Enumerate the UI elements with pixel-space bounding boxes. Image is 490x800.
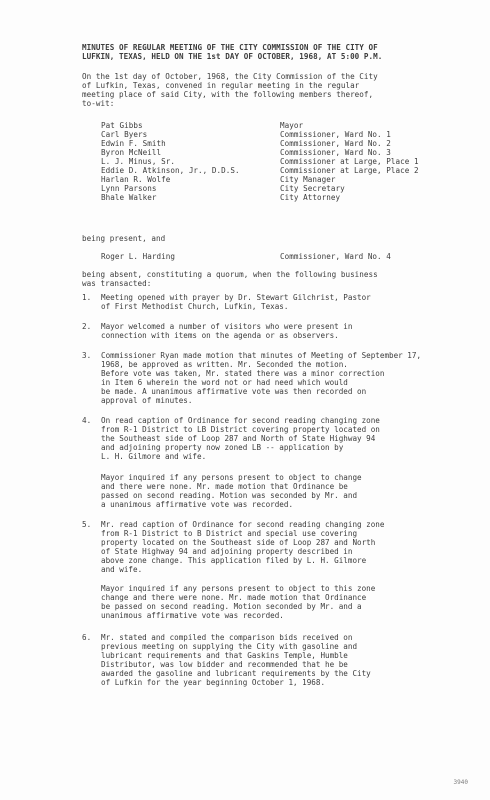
item-number: 1. [82,293,92,302]
member-name: Harlan R. Wolfe [101,175,171,184]
member-role: Mayor [280,121,304,130]
member-name: Edwin F. Smith [101,139,166,148]
item-text: Meeting opened with prayer by Dr. Stewart Gilchrist, Pastor of First Methodist Church, Lufkin, Texas. [101,293,371,311]
item-number: 5. [82,520,92,529]
member-name: Carl Byers [101,130,148,139]
member-role: Commissioner at Large, Place 2 [280,166,419,175]
member-name: Bhale Walker [101,193,157,202]
member-role: Commissioner at Large, Place 1 [280,157,419,166]
member-name: Pat Gibbs [101,121,143,130]
item-number: 2. [82,322,92,331]
absent-member-role: Commissioner, Ward No. 4 [280,252,391,261]
being-present-line: being present, and [82,234,166,243]
member-role: Commissioner, Ward No. 3 [280,148,391,157]
item-text: Mayor inquired if any persons present to object to this zone change and there were none. Mr. made motion that Ordinance be passed on second reading. Motion seconded by Mr. and a unanimous affirmative vote was recorded. [101,584,376,620]
member-role: Commissioner, Ward No. 2 [280,139,391,148]
item-number: 6. [82,633,92,642]
item-text: Commissioner Ryan made motion that minutes of Meeting of September 17, 1968, be approved as written. Mr. Seconded the motion. Before vote was taken, Mr. stated there was a minor correction in Item 6 wherein the word not or had need which would be made. A unanimous affirmative vote was then recorded on approval of minutes. [101,351,422,405]
member-name: L. J. Minus, Sr. [101,157,175,166]
member-role: City Secretary [280,184,345,193]
member-name: Lynn Parsons [101,184,157,193]
member-name: Byron McNeill [101,148,162,157]
intro-paragraph: On the 1st day of October, 1968, the City Commission of the City of Lufkin, Texas, convened in regular meeting in the regular meeting place of said City, with the following members thereof, to-wit: [82,72,378,108]
item-text: Mayor welcomed a number of visitors who were present in connection with items on the agenda or as observers. [101,322,353,340]
absent-member-name: Roger L. Harding [101,252,175,261]
item-text: Mr. stated and compiled the comparison bids received on previous meeting on supplying the City with gasoline and lubricant requirements and that Gaskins Temple, Humble Distributor, was low bidder and recommended that he be awarded the gasoline and lubricant requirements by the City of Lufkin for the year beginning October 1, 1968. [101,633,371,687]
member-name: Eddie D. Atkinson, Jr., D.D.S. [101,166,240,175]
minutes-header: MINUTES OF REGULAR MEETING OF THE CITY COMMISSION OF THE CITY OF LUFKIN, TEXAS, HELD ON THE 1st DAY OF OCTOBER, 1968, AT 5:00 P.M. [82,43,383,61]
item-number: 4. [82,416,92,425]
quorum-paragraph: being absent, constituting a quorum, when the following business was transacted: [82,270,378,288]
member-role: City Attorney [280,193,341,202]
item-text: On read caption of Ordinance for second reading changing zone from R-1 District to LB District covering property located on the Southeast side of Loop 287 and North of State Highway 94 and adjoining property now zoned LB -- application by L. H. Gilmore and wife. [101,416,380,461]
item-text: Mayor inquired if any persons present to object to change and there were none. Mr. made motion that Ordinance be passed on second reading. Motion was seconded by Mr. and a unanimous affirmative vote was recorded. [101,473,362,509]
member-role: Commissioner, Ward No. 1 [280,130,391,139]
page-mark: 3940 [453,779,468,786]
member-role: City Manager [280,175,336,184]
item-text: Mr. read caption of Ordinance for second reading changing zone from R-1 District to B District and special use covering property located on the Southeast side of Loop 287 and North of State Highway 94 and adjoining property described in above zone change. This application filed by L. H. Gilmore and wife. [101,520,385,574]
item-number: 3. [82,351,92,360]
